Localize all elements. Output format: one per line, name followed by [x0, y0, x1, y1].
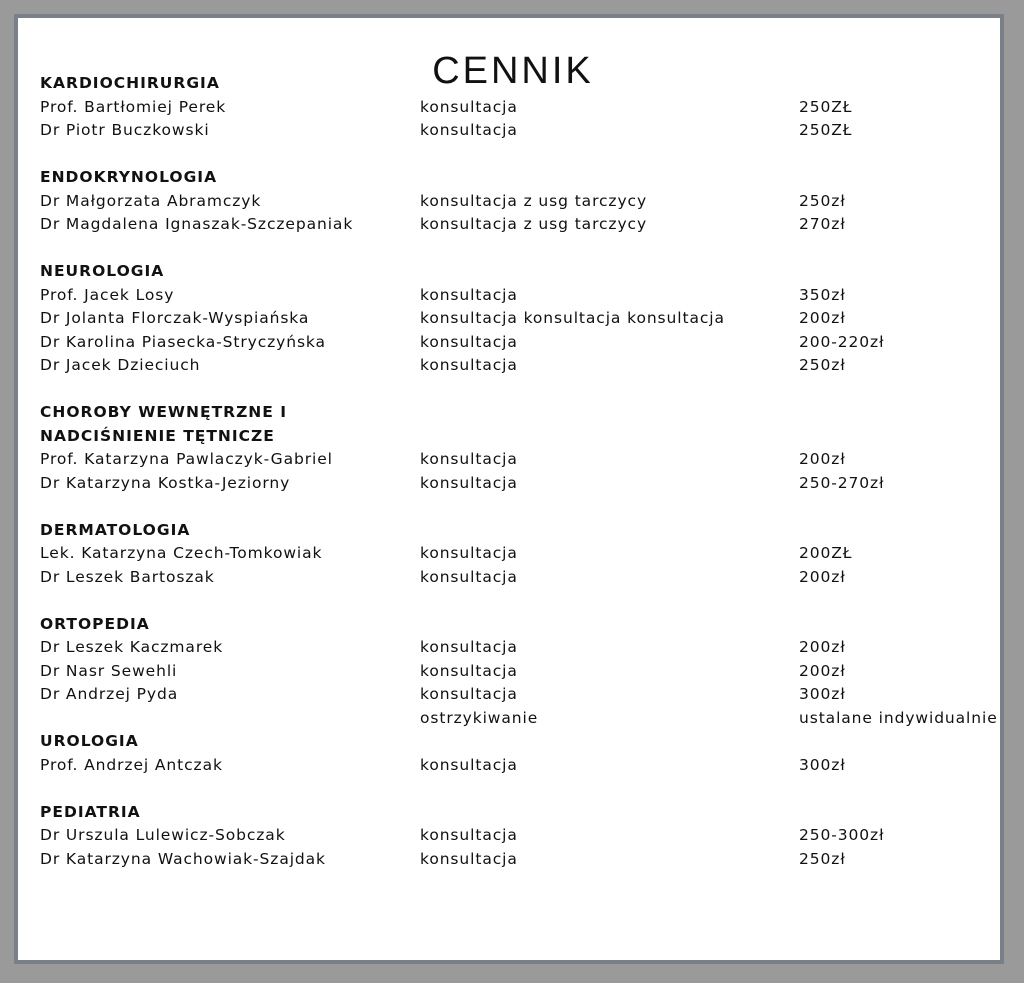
price-value: 350zł [799, 285, 846, 304]
service-name: konsultacja [420, 567, 518, 586]
price-row [40, 472, 1000, 496]
section-heading: ENDOKRYNOLOGIA [40, 168, 218, 186]
price-list-sheet [14, 14, 1004, 964]
section-heading: CHOROBY WEWNĘTRZNE I [40, 403, 288, 421]
service-name: konsultacja [420, 332, 518, 351]
doctor-name: Dr Nasr Sewehli [40, 661, 178, 680]
section-heading: UROLOGIA [40, 732, 139, 750]
price-value: 200zł [799, 661, 846, 680]
price-section [40, 801, 1000, 872]
price-row [40, 96, 1000, 120]
service-name: konsultacja [420, 685, 518, 703]
price-list [40, 72, 1000, 895]
price-row [40, 213, 1000, 237]
price-section [40, 260, 1000, 378]
price-row [40, 660, 1000, 684]
service-name: konsultacja [420, 285, 518, 304]
price-section [40, 613, 1000, 731]
service-name: konsultacja [420, 97, 518, 116]
service-name: konsultacja [420, 661, 518, 680]
service-name: konsultacja [420, 849, 518, 868]
doctor-name: Lek. Katarzyna Czech-Tomkowiak [40, 544, 323, 562]
doctor-name: Dr Andrzej Pyda [40, 685, 179, 703]
price-row [40, 331, 1000, 355]
price-value: 250-300zł [799, 826, 885, 844]
doctor-name: Prof. Jacek Losy [40, 285, 175, 304]
price-row [40, 754, 1000, 778]
price-row [40, 848, 1000, 872]
doctor-name: Prof. Andrzej Antczak [40, 755, 223, 774]
service-name: konsultacja [420, 473, 518, 492]
price-value: 250-270zł [799, 473, 885, 492]
price-row [40, 683, 1000, 707]
service-name: konsultacja [420, 544, 518, 562]
service-name: konsultacja z usg tarczycy [420, 215, 648, 233]
section-heading: NEUROLOGIA [40, 262, 165, 280]
price-row [40, 542, 1000, 566]
section-heading: DERMATOLOGIA [40, 520, 191, 539]
service-name: konsultacja [420, 826, 518, 844]
price-value: ustalane indywidualnie [799, 708, 998, 727]
doctor-name: Dr Katarzyna Kostka-Jeziorny [40, 473, 291, 492]
price-value: 250ZŁ [799, 97, 853, 116]
service-name: konsultacja konsultacja konsultacja [420, 309, 725, 327]
service-name: konsultacja [420, 121, 518, 139]
price-value: 200-220zł [799, 332, 885, 351]
doctor-name: Dr Małgorzata Abramczyk [40, 191, 262, 210]
price-value: 250zł [799, 849, 846, 868]
doctor-name: Dr Jacek Dzieciuch [40, 356, 201, 374]
section-heading: ORTOPEDIA [40, 614, 150, 633]
price-row [40, 284, 1000, 308]
service-name: ostrzykiwanie [420, 708, 539, 727]
doctor-name: Dr Piotr Buczkowski [40, 121, 210, 139]
service-name: konsultacja [420, 638, 518, 656]
service-name: konsultacja z usg tarczycy [420, 191, 648, 210]
price-row [40, 707, 1000, 731]
price-value: 300zł [799, 755, 846, 774]
price-value: 200zł [799, 450, 846, 468]
service-name: konsultacja [420, 356, 518, 374]
price-row [40, 636, 1000, 660]
price-section [40, 401, 1000, 495]
page-title: CENNIK [432, 50, 594, 92]
price-row [40, 824, 1000, 848]
price-value: 250zł [799, 191, 846, 210]
doctor-name: Prof. Bartłomiej Perek [40, 97, 227, 116]
doctor-name: Dr Jolanta Florczak-Wyspiańska [40, 309, 310, 327]
section-heading: KARDIOCHIRURGIA [40, 74, 220, 92]
price-section [40, 730, 1000, 777]
doctor-name: Dr Katarzyna Wachowiak-Szajdak [40, 849, 326, 868]
section-heading: PEDIATRIA [40, 802, 141, 821]
service-name: konsultacja [420, 755, 518, 774]
price-row [40, 448, 1000, 472]
price-value: 200zł [799, 638, 846, 656]
price-value: 250ZŁ [799, 121, 853, 139]
doctor-name: Dr Karolina Piasecka-Stryczyńska [40, 332, 326, 351]
price-value: 300zł [799, 685, 846, 703]
doctor-name: Prof. Katarzyna Pawlaczyk-Gabriel [40, 450, 333, 468]
price-row [40, 307, 1000, 331]
doctor-name: Dr Magdalena Ignaszak-Szczepaniak [40, 215, 354, 233]
doctor-name: Dr Urszula Lulewicz-Sobczak [40, 826, 286, 844]
price-section [40, 166, 1000, 237]
price-value: 250zł [799, 356, 846, 374]
price-row [40, 354, 1000, 378]
doctor-name: Dr Leszek Kaczmarek [40, 638, 224, 656]
price-value: 200ZŁ [799, 544, 853, 562]
doctor-name: Dr Leszek Bartoszak [40, 567, 215, 586]
section-heading: NADCIŚNIENIE TĘTNICZE [40, 426, 275, 445]
price-section [40, 72, 1000, 143]
price-value: 270zł [799, 215, 846, 233]
price-row [40, 119, 1000, 143]
price-value: 200zł [799, 309, 846, 327]
price-row [40, 566, 1000, 590]
price-value: 200zł [799, 567, 846, 586]
price-section [40, 519, 1000, 590]
price-row [40, 190, 1000, 214]
service-name: konsultacja [420, 450, 518, 468]
